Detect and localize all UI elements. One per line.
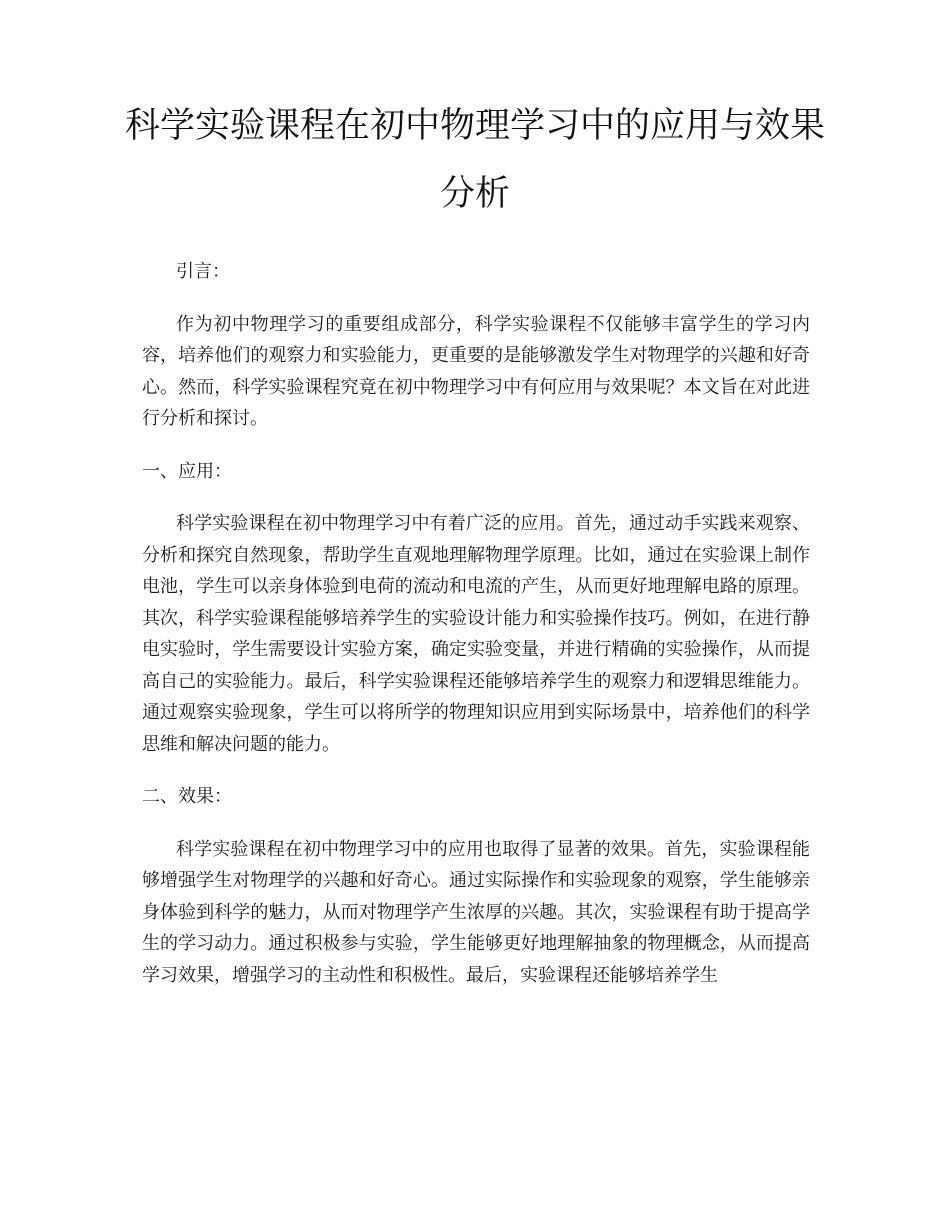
section-heading-effect: 二、效果： xyxy=(142,786,232,807)
section-heading-application: 一、应用： xyxy=(142,460,232,482)
intro-label: 引言： xyxy=(176,261,230,282)
application-paragraph: 科学实验课程在初中物理学习中有着广泛的应用。首先，通过动手实践来观察、分析和探究自然现象，帮助学生直观地理解物理学原理。比如，通过在实验课上制作电池，学生可以亲身体验到电荷的流动和电流的产生，从而更好地理解电路的原理。其次，科学实验课程能够培养学生的实验设计能力和实验操作技巧。例如，在进行静电实验时，学生需要设计实验方案，确定实验变量，并进行精确的实验操作，从而提高自己的实验能力。最后，科学实验课程还能够培养学生的观察力和逻辑思维能力。通过观察实验现象，学生可以将所学的物理知识应用到实际场景中，培养他们的科学思维和解决问题的能力。 xyxy=(142,513,810,755)
document-title: 科学实验课程在初中物理学习中的应用与效果分析 xyxy=(124,106,825,214)
document-body xyxy=(142,256,810,1012)
intro-paragraph: 作为初中物理学习的重要组成部分，科学实验课程不仅能够丰富学生的学习内容，培养他们的观察力和实验能力，更重要的是能够激发学生对物理学的兴趣和好奇心。然而，科学实验课程究竟在初中物理学习中有何应用与效果呢？本文旨在对此进行分析和探讨。 xyxy=(142,313,810,429)
effect-paragraph: 科学实验课程在初中物理学习中的应用也取得了显著的效果。首先，实验课程能够增强学生对物理学的兴趣和好奇心。通过实际操作和实验现象的观察，学生能够亲身体验到科学的魅力，从而对物理学产生浓厚的兴趣。其次，实验课程有助于提高学生的学习动力。通过积极参与实验，学生能够更好地理解抽象的物理概念，从而提高学习效果，增强学习的主动性和积极性。最后，实验课程还能够培养学生 xyxy=(142,838,810,986)
